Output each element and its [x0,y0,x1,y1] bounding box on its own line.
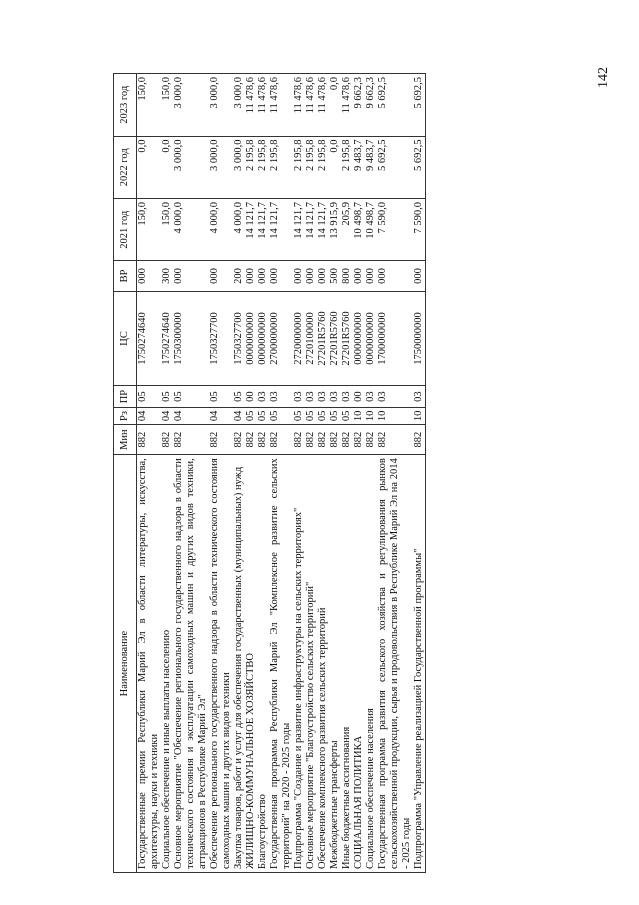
row-2022: 3 000,0 [233,136,245,198]
row-vr: 000 [269,261,293,291]
row-vr: 300 [161,261,173,291]
page-number: 142 [596,67,611,88]
row-2022: 9 483,7 [353,136,365,198]
row-rz: 10 [365,407,377,424]
table-row [305,74,317,873]
row-2021: 10 498,7 [365,198,377,260]
row-min: 882 [305,425,317,455]
row-2023: 11 478,6 [293,74,305,137]
row-pr: 05 [233,386,245,408]
row-rz: 05 [293,407,305,424]
table-row [365,74,377,873]
row-rz: 05 [341,407,353,424]
row-cs: 1750274640 [137,291,162,386]
row-name: Государственная программа развития сельского хозяйства и регулирования рынков сельскохозяйственной продукции, сырья и продовольствия в Республике Марий Эл на 2014 - 2025 годы [377,455,413,873]
row-min: 882 [365,425,377,455]
table-row [161,74,173,873]
row-vr: 000 [137,261,162,291]
row-vr: 500 [329,261,341,291]
row-2021: 10 498,7 [353,198,365,260]
row-vr: 000 [245,261,257,291]
table-row [209,74,233,873]
row-2023: 11 478,6 [245,74,257,137]
table-row [137,74,162,873]
col-2023-header: 2023 год [114,74,137,137]
row-2023: 150,0 [161,74,173,137]
table-row [413,74,426,873]
row-min: 882 [173,425,209,455]
row-2021: 150,0 [161,198,173,260]
row-pr: 03 [305,386,317,408]
row-min: 882 [317,425,329,455]
row-min: 882 [209,425,233,455]
row-rz: 10 [413,407,426,424]
row-vr: 000 [353,261,365,291]
budget-table-rotated [113,73,568,873]
row-rz: 05 [329,407,341,424]
row-2023: 11 478,6 [341,74,353,137]
row-name: Основное мероприятие "Благоустройство сельских территорий" [305,455,317,873]
table-header [114,74,137,873]
row-vr: 000 [173,261,209,291]
row-name: СОЦИАЛЬНАЯ ПОЛИТИКА [353,455,365,873]
row-cs: 1750327700 [209,291,233,386]
col-rz-header: Рз [114,407,137,424]
row-min: 882 [293,425,305,455]
row-rz: 05 [245,407,257,424]
table-row [173,74,209,873]
table-row [377,74,413,873]
row-cs: 27201R5760 [341,291,353,386]
row-rz: 10 [377,407,413,424]
row-rz: 04 [209,407,233,424]
row-cs: 1750327700 [233,291,245,386]
row-name: Обеспечение комплексного развития сельских территорий [317,455,329,873]
row-pr: 05 [137,386,162,408]
row-2022: 5 692,5 [377,136,413,198]
row-name: Закупка товаров, работ и услуг для обеспечения государственных (муниципальных) нужд [233,455,245,873]
row-vr: 000 [377,261,413,291]
row-rz: 04 [161,407,173,424]
row-2022: 2 195,8 [305,136,317,198]
table-row [257,74,269,873]
row-2023: 9 662,3 [353,74,365,137]
row-pr: 05 [161,386,173,408]
row-name: Подпрограмма "Создание и развитие инфраструктуры на сельских территориях" [293,455,305,873]
row-2023: 9 662,3 [365,74,377,137]
row-pr: 03 [317,386,329,408]
col-pr-header: ПР [114,386,137,408]
row-2021: 150,0 [137,198,162,260]
row-2021: 13 915,9 [329,198,341,260]
row-vr: 000 [257,261,269,291]
row-vr: 000 [305,261,317,291]
row-2021: 7 590,0 [413,198,426,260]
row-2023: 11 478,6 [317,74,329,137]
row-2021: 14 121,7 [257,198,269,260]
row-vr: 800 [341,261,353,291]
table-row [329,74,341,873]
row-vr: 000 [209,261,233,291]
table-row [293,74,305,873]
row-pr: 05 [209,386,233,408]
row-2021: 205,9 [341,198,353,260]
row-cs: 1750274640 [161,291,173,386]
row-2023: 3 000,0 [233,74,245,137]
row-2022: 9 483,7 [365,136,377,198]
table-row [245,74,257,873]
row-2021: 14 121,7 [293,198,305,260]
row-cs: 2720100000 [305,291,317,386]
row-name: Основное мероприятие "Обеспечение регионального государственного надзора в области технического состояния и эксплуатации самоходных машин и других видов техники, аттракционов в Республике Марий Эл" [173,455,209,873]
row-2021: 4 000,0 [233,198,245,260]
col-2022-header: 2022 год [114,136,137,198]
row-2022: 2 195,8 [341,136,353,198]
row-cs: 27201R5760 [329,291,341,386]
row-pr: 03 [269,386,293,408]
row-pr: 03 [257,386,269,408]
col-2021-header: 2021 год [114,198,137,260]
row-min: 882 [341,425,353,455]
row-rz: 04 [137,407,162,424]
row-cs: 2700000000 [269,291,293,386]
row-name: Государственные премии Республики Марий Эл в области литературы, искусства, архитектуры, науки и техники [137,455,162,873]
row-min: 882 [353,425,365,455]
row-name: Подпрограмма "Управление реализацией Государственной программы" [413,455,426,873]
row-2022: 2 195,8 [293,136,305,198]
row-vr: 200 [233,261,245,291]
row-min: 882 [245,425,257,455]
row-2021: 14 121,7 [305,198,317,260]
row-cs: 0000000000 [365,291,377,386]
row-2021: 14 121,7 [245,198,257,260]
row-min: 882 [257,425,269,455]
row-2022: 3 000,0 [173,136,209,198]
row-2023: 150,0 [137,74,162,137]
row-pr: 00 [245,386,257,408]
table-row [353,74,365,873]
row-pr: 03 [341,386,353,408]
row-min: 882 [161,425,173,455]
row-name: Благоустройство [257,455,269,873]
row-2022: 5 692,5 [413,136,426,198]
row-name: Иные бюджетные ассигнования [341,455,353,873]
table-row [269,74,293,873]
row-cs: 1750300000 [173,291,209,386]
row-2022: 2 195,8 [317,136,329,198]
table-row [317,74,329,873]
row-pr: 03 [329,386,341,408]
row-2022: 0,0 [161,136,173,198]
row-2023: 0,0 [329,74,341,137]
row-2023: 11 478,6 [257,74,269,137]
row-rz: 05 [269,407,293,424]
row-name: Межбюджетные трансферты [329,455,341,873]
row-pr: 03 [377,386,413,408]
row-2021: 4 000,0 [173,198,209,260]
row-2023: 5 692,5 [377,74,413,137]
row-vr: 000 [413,261,426,291]
row-name: Государственная программа Республики Марий Эл "Комплексное развитие сельских территорий" на 2020 - 2025 годы [269,455,293,873]
row-rz: 04 [233,407,245,424]
row-2022: 0,0 [329,136,341,198]
row-pr: 00 [353,386,365,408]
table-row [233,74,245,873]
row-cs: 1700000000 [377,291,413,386]
row-rz: 05 [305,407,317,424]
row-2023: 5 692,5 [413,74,426,137]
row-2022: 2 195,8 [269,136,293,198]
row-name: Социальное обеспечение населения [365,455,377,873]
row-min: 882 [377,425,413,455]
table-row [341,74,353,873]
row-2021: 7 590,0 [377,198,413,260]
row-rz: 05 [317,407,329,424]
row-2021: 14 121,7 [269,198,293,260]
row-2022: 3 000,0 [209,136,233,198]
row-2023: 11 478,6 [269,74,293,137]
row-vr: 000 [317,261,329,291]
col-cs-header: ЦС [114,291,137,386]
col-vr-header: ВР [114,261,137,291]
row-min: 882 [413,425,426,455]
row-min: 882 [233,425,245,455]
row-name: ЖИЛИЩНО-КОММУНАЛЬНОЕ ХОЗЯЙСТВО [245,455,257,873]
row-pr: 03 [413,386,426,408]
row-rz: 05 [257,407,269,424]
budget-table [113,73,426,873]
row-cs: 1750000000 [413,291,426,386]
row-2021: 4 000,0 [209,198,233,260]
row-2022: 0,0 [137,136,162,198]
row-pr: 05 [173,386,209,408]
row-cs: 0000000000 [245,291,257,386]
row-2022: 2 195,8 [245,136,257,198]
row-min: 882 [269,425,293,455]
row-2021: 14 121,7 [317,198,329,260]
row-pr: 03 [365,386,377,408]
col-name-header: Наименование [114,455,137,873]
row-rz: 10 [353,407,365,424]
col-min-header: Мин [114,425,137,455]
row-name: Социальное обеспечение и иные выплаты населению [161,455,173,873]
row-min: 882 [137,425,162,455]
row-cs: 0000000000 [353,291,365,386]
row-2022: 2 195,8 [257,136,269,198]
row-rz: 04 [173,407,209,424]
row-vr: 000 [365,261,377,291]
row-pr: 03 [293,386,305,408]
row-2023: 3 000,0 [209,74,233,137]
row-2023: 11 478,6 [305,74,317,137]
row-cs: 27201R5760 [317,291,329,386]
row-vr: 000 [293,261,305,291]
row-cs: 2720000000 [293,291,305,386]
row-cs: 0000000000 [257,291,269,386]
row-name: Обеспечение регионального государственного надзора в области технического состояния самоходных машин и других видов техники [209,455,233,873]
row-min: 882 [329,425,341,455]
row-2023: 3 000,0 [173,74,209,137]
